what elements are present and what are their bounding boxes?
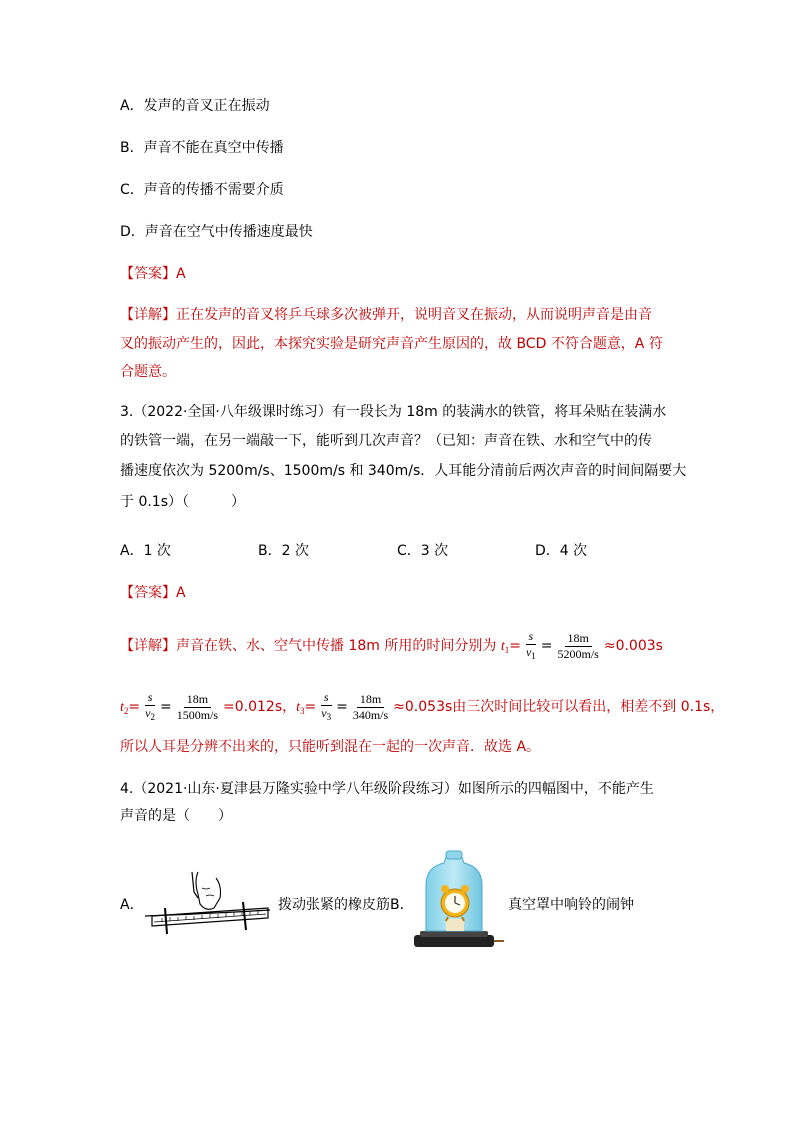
t3-symbol: $t_3$ — [296, 700, 305, 716]
t1-symbol: $t_1$ — [500, 639, 510, 655]
fraction-18m-over-1500: $\frac{18m}{1500m/s}$ — [176, 691, 219, 722]
explain-conclusion: 由三次时间比较可以看出，相差不到 0.1s， — [452, 699, 725, 715]
t2-symbol: $t_2$ — [120, 700, 129, 716]
q3-option-d: D．4 次 — [535, 543, 588, 559]
q3-option-a: A．1 次 — [120, 543, 171, 559]
q4-option-b-caption: 真空罩中响铃的闹钟 — [508, 897, 634, 913]
fraction-18m-over-340: $\frac{18m}{340m/s}$ — [352, 691, 389, 722]
q2-explanation-line3: 合题意。 — [120, 364, 176, 380]
explain-text: 正在发声的音叉将乒乓球多次被弹开，说明音叉在振动，从而说明声音是由音 — [176, 307, 652, 323]
result-t3: ≈0.053s — [393, 699, 453, 715]
result-t2: =0.012s， — [223, 699, 297, 715]
answer-value: A — [176, 266, 186, 282]
answer-label: 【答案】 — [120, 585, 176, 601]
q4-stem-line1: 4.（2021·山东·夏津县万隆实验中学八年级阶段练习）如图所示的四幅图中，不能产生 — [120, 781, 654, 797]
answer-value: A — [176, 585, 186, 601]
q4-option-b-label: B． — [390, 897, 414, 913]
equals: = — [336, 699, 348, 715]
explain-label: 【详解】 — [120, 638, 176, 654]
q3-option-c: C．3 次 — [397, 543, 449, 559]
q2-answer — [120, 264, 186, 284]
fraction-18m-over-5200: $\frac{18m}{5200m/s}$ — [557, 630, 599, 661]
equals: = — [509, 638, 521, 654]
equals: = — [304, 699, 317, 715]
q3-explanation-line2 — [120, 687, 724, 731]
fraction-s-over-v1: $\frac{s}{v_1}$ — [525, 628, 536, 661]
q3-explanation-line3: 所以人耳是分辨不出来的，只能听到混在一起的一次声音．故选 A。 — [120, 739, 541, 755]
q2-option-d: D．声音在空气中传播速度最快 — [120, 224, 313, 240]
q3-answer — [120, 583, 186, 603]
equals: = — [540, 638, 553, 654]
q3-stem-line2: 的铁管一端，在另一端敲一下，能听到几次声音？（已知：声音在铁、水和空气中的传 — [120, 433, 652, 449]
q2-explanation-line1 — [120, 305, 652, 325]
fraction-s-over-v3: $\frac{s}{v_3}$ — [321, 689, 332, 722]
bell-jar-alarm-clock-figure — [412, 849, 506, 953]
result-t1: ≈0.003s — [603, 638, 663, 654]
q2-option-b: B．声音不能在真空中传播 — [120, 140, 284, 156]
q3-stem-line1: 3.（2022·全国·八年级课时练习）有一段长为 18m 的装满水的铁管，将耳朵贴在装满水 — [120, 404, 667, 420]
q4-option-a-label: A． — [120, 897, 144, 913]
caption-a: 拨动张紧的橡皮筋 — [278, 897, 390, 913]
fraction-s-over-v2: $\frac{s}{v_2}$ — [145, 689, 155, 722]
q3-explanation-line1 — [120, 626, 663, 670]
q3-stem-line3: 播速度依次为 5200m/s、1500m/s 和 340m/s．人耳能分清前后两次声音的时间间隔要大 — [120, 463, 687, 479]
equals: = — [128, 699, 141, 715]
equals: = — [159, 699, 172, 715]
q4-stem-line2: 声音的是（ ） — [120, 808, 232, 824]
explain-text: 声音在铁、水、空气中传播 18m 所用的时间分别为 — [176, 638, 501, 654]
q2-explanation-line2: 叉的振动产生的，因此，本探究实验是研究声音产生原因的，故 BCD 不符合题意，A 符 — [120, 336, 663, 352]
q4-option-a-caption — [278, 895, 414, 915]
explain-label: 【详解】 — [120, 307, 176, 323]
q3-stem-line4: 于 0.1s）（ ） — [120, 494, 246, 510]
answer-label: 【答案】 — [120, 266, 176, 282]
q2-option-a: A．发声的音叉正在振动 — [120, 98, 270, 114]
q3-option-b: B．2 次 — [258, 543, 309, 559]
q2-option-c: C．声音的传播不需要介质 — [120, 182, 284, 198]
rubber-band-figure — [140, 868, 275, 940]
